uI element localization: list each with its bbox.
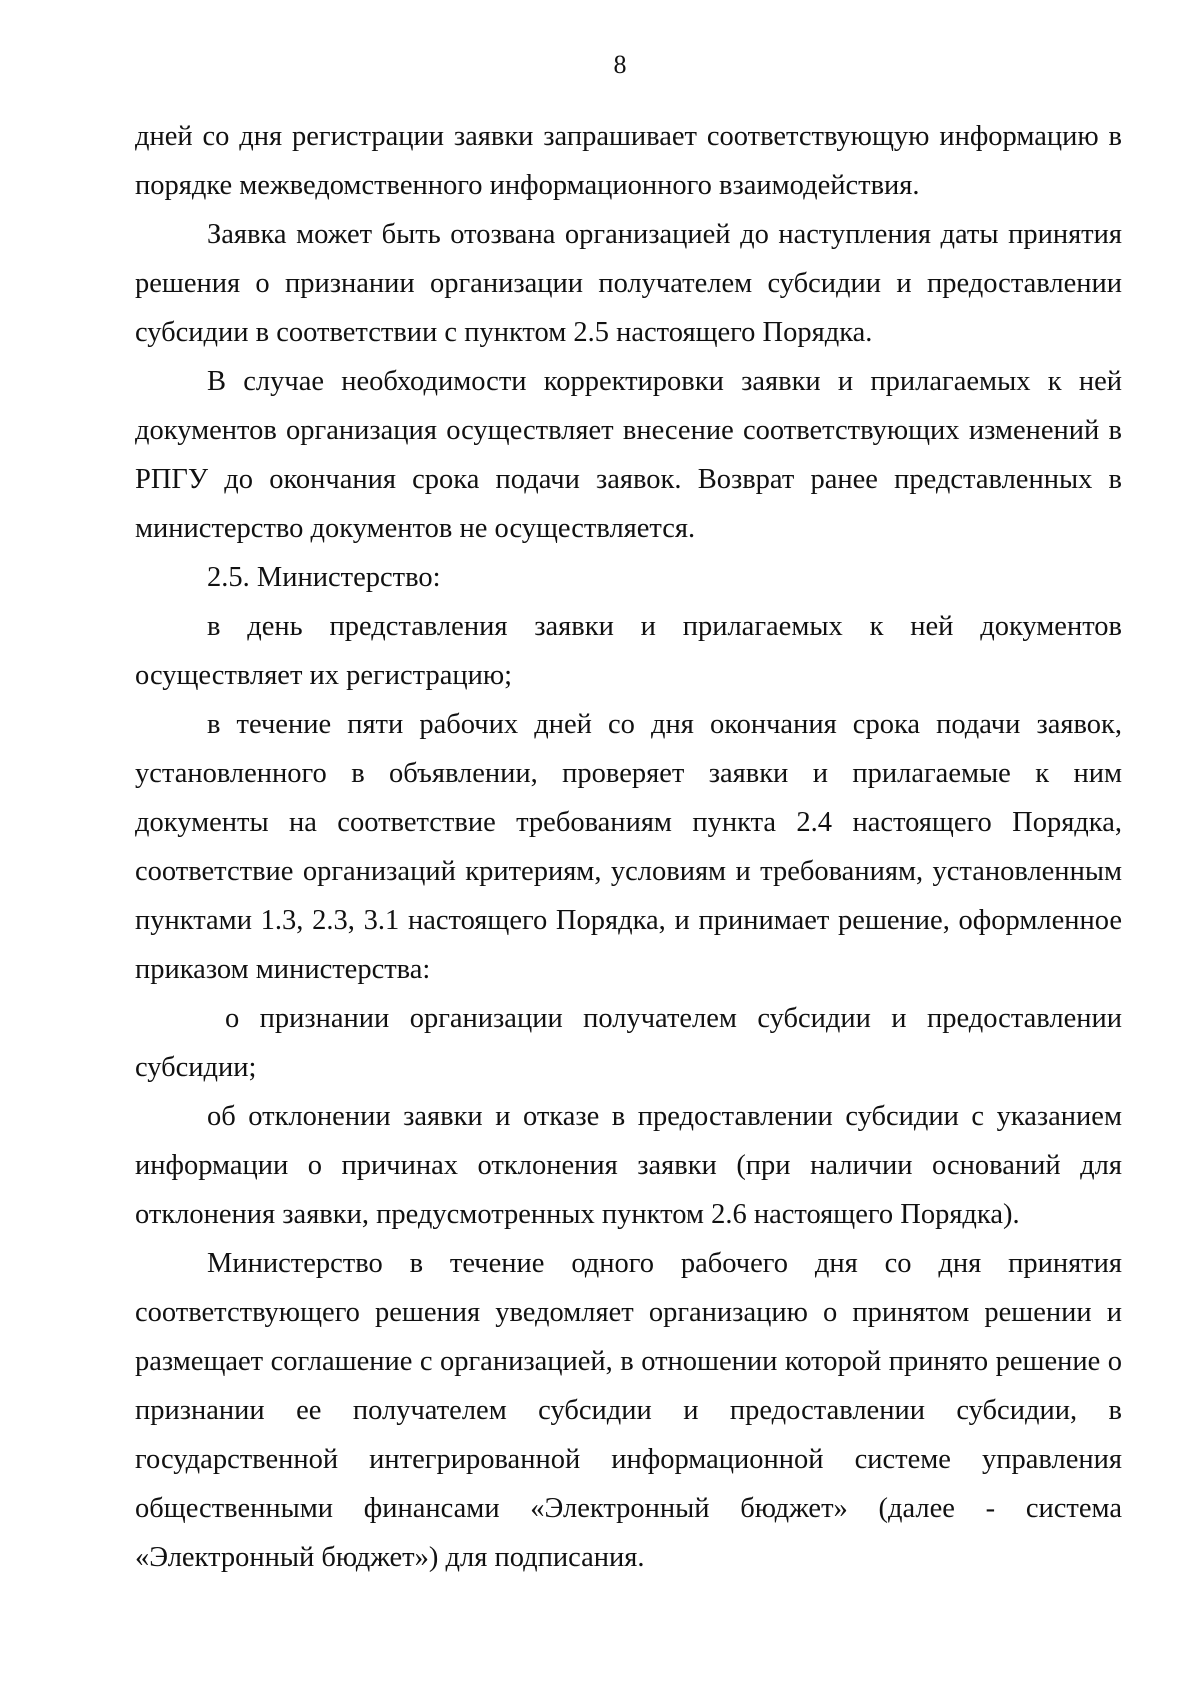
document-body [135, 112, 1122, 1582]
paragraph-withdrawal: Заявка может быть отозвана организацией до наступления даты принятия решения о признании организации получателем субсидии и предоставлении субсидии в соответствии с пунктом 2.5 настоящего Порядка. [135, 219, 1122, 348]
paragraph-decision-reject: об отклонении заявки и отказе в предоставлении субсидии с указанием информации о причинах отклонения заявки (при наличии оснований для отклонения заявки, предусмотренных пунктом 2.6 настоящего Порядка). [135, 1101, 1122, 1230]
page-number: 8 [613, 50, 627, 79]
paragraph-decision-grant: о признании организации получателем субсидии и предоставлении субсидии; [135, 1003, 1122, 1083]
paragraph-section-2-5-heading: 2.5. Министерство: [207, 562, 441, 593]
paragraph-registration: в день представления заявки и прилагаемых к ней документов осуществляет их регистрацию; [135, 611, 1122, 691]
paragraph-correction: В случае необходимости корректировки заявки и прилагаемых к ней документов организация осуществляет внесение соответствующих изменений в РПГУ до окончания срока подачи заявок. Возврат ранее представленных в министерство документов не осуществляется. [135, 366, 1122, 544]
paragraph-continuation: дней со дня регистрации заявки запрашивает соответствующую информацию в порядке межведомственного информационного взаимодействия. [135, 121, 1122, 201]
paragraph-notification: Министерство в течение одного рабочего дня со дня принятия соответствующего решения уведомляет организацию о принятом решении и размещает соглашение с организацией, в отношении которой принято решение о признании ее получателем субсидии и предоставлении субсидии, в государственной интегрированной информационной системе управления общественными финансами «Электронный бюджет» (далее - система «Электронный бюджет») для подписания. [135, 1248, 1122, 1573]
paragraph-review: в течение пяти рабочих дней со дня окончания срока подачи заявок, установленного в объявлении, проверяет заявки и прилагаемые к ним документы на соответствие требованиям пункта 2.4 настоящего Порядка, соответствие организаций критериям, условиям и требованиям, установленным пунктами 1.3, 2.3, 3.1 настоящего Порядка, и принимает решение, оформленное приказом министерства: [135, 709, 1122, 985]
